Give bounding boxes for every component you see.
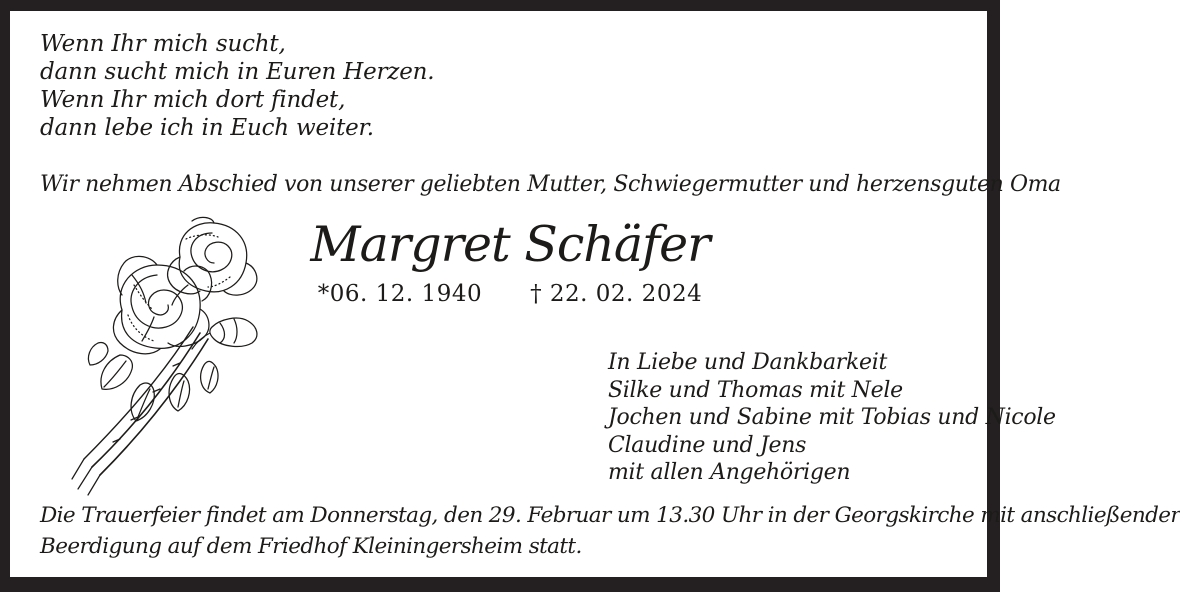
death-date: † 22. 02. 2024	[530, 281, 703, 307]
deceased-block	[310, 217, 710, 307]
life-dates	[310, 281, 710, 307]
mourner-line: Silke und Thomas mit Nele	[608, 377, 903, 403]
poem-line: Wenn Ihr mich sucht,	[40, 31, 286, 57]
funeral-line: Beerdigung auf dem Friedhof Kleiningersheim statt.	[40, 534, 582, 559]
mourner-line: Claudine und Jens	[608, 432, 807, 458]
deceased-name: Margret Schäfer	[310, 216, 710, 273]
funeral-info	[40, 500, 1180, 562]
notice-card	[10, 11, 1180, 577]
funeral-line: Die Trauerfeier findet am Donnerstag, den 29. Februar um 13.30 Uhr in der Georgskirche mit anschließender	[40, 503, 1180, 528]
intro-text: Wir nehmen Abschied von unserer geliebten Mutter, Schwiegermutter und herzensguten Oma	[40, 172, 1061, 197]
roses-illustration	[62, 215, 282, 505]
poem-line: dann lebe ich in Euch weiter.	[40, 115, 374, 141]
poem	[40, 30, 434, 142]
poem-line: Wenn Ihr mich dort findet,	[40, 87, 346, 113]
mourner-line: In Liebe und Dankbarkeit	[608, 350, 888, 375]
poem-line: dann sucht mich in Euren Herzen.	[40, 59, 435, 85]
birth-date: *06. 12. 1940	[317, 281, 483, 307]
mourner-line: Jochen und Sabine mit Tobias und Nicole	[608, 405, 1056, 430]
mourner-line: mit allen Angehörigen	[608, 460, 851, 485]
mourners-list	[608, 349, 1056, 487]
